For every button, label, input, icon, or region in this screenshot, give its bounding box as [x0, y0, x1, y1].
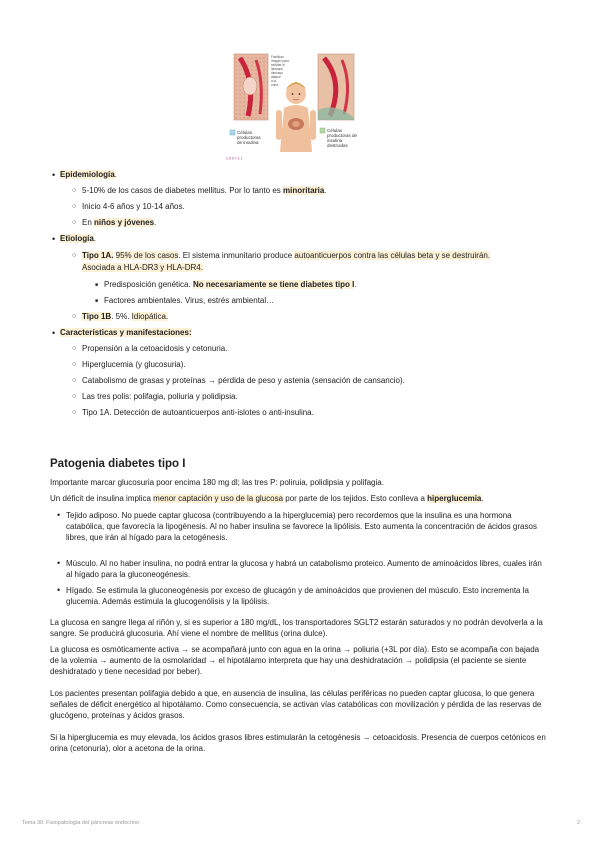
- text: Propensión a la cetoacidosis y cetonuria.: [82, 344, 228, 353]
- caracteristicas-title: Características y manifestaciones:: [60, 328, 192, 337]
- list-item: [104, 296, 560, 306]
- svg-text:productoras: productoras: [237, 135, 261, 140]
- list-item: [82, 202, 560, 212]
- highlight-text: autoanticuerpos contra las células beta y se destruirán.: [294, 251, 491, 260]
- paragraph: [50, 493, 550, 504]
- svg-text:de insulina: de insulina: [237, 140, 259, 145]
- svg-text:Falsificar: Falsificar: [271, 55, 284, 59]
- svg-text:lámpara: lámpara: [271, 67, 283, 71]
- svg-text:ataque: ataque: [271, 75, 281, 79]
- bullet-item: • Músculo. Al no haber insulina, no podrá entrar la glucosa y habrá un catabolismo proteico. Aumento de aminoácidos libres, cuales irán al hígado para la gluconeogénesis.: [66, 558, 550, 580]
- epidemiologia-title: Epidemiología: [60, 170, 115, 179]
- text: .: [354, 280, 357, 289]
- tipo-1a-item: [82, 250, 560, 274]
- text: .: [324, 186, 327, 195]
- text: .: [481, 494, 484, 503]
- text: 5-10% de los casos de diabetes mellitus. Por lo tanto es: [82, 186, 283, 195]
- bold-text: minoritaria: [283, 186, 325, 195]
- tipo-1a-label: Tipo 1A.: [82, 251, 114, 260]
- highlight-text: 95% de los casos: [115, 251, 179, 260]
- etiologia-title: Etiología: [60, 234, 94, 243]
- footer-title: Tema 30. Fisiopatología del páncreas endocrino: [22, 820, 140, 826]
- text: .: [154, 218, 157, 227]
- text: Predisposición genética.: [104, 280, 193, 289]
- bold-text: niños y jóvenes: [94, 218, 155, 227]
- text: Catabolismo de grasas y proteínas → pérdida de peso y astenia (sensación de cansancio).: [82, 376, 405, 385]
- text: Inicio 4-6 años y 10-14 años.: [82, 202, 185, 211]
- bullet-item: • Hígado. Se estimula la gluconeogénesis por exceso de glucagón y de aminoácidos que provienen del músculo. Esto incrementa la glucemia. Además estimula la glucogenólisis y la lipólisis.: [66, 585, 550, 607]
- list-item: [82, 218, 560, 228]
- list-item: [82, 344, 560, 354]
- highlight-text: menor captación y uso de la glucosa: [153, 494, 284, 503]
- svg-text:insulina: insulina: [327, 138, 343, 143]
- svg-text:Células: Células: [237, 130, 253, 135]
- paragraph: Importante marcar glucosuria poor encima 180 mg dl; las tres P: poliruia, polidipsia y polifagia.: [50, 478, 384, 487]
- text: Hiperglucemia (y glucosuria).: [82, 360, 186, 369]
- diabetes-figure: [226, 52, 360, 160]
- paragraph: Si la hiperglucemia es muy elevada, los ácidos grasos libres estimularán la cetogénesis → cetoacidosis. Presencia de cuerpos cetónicos en orina (cetonuria), olor a acetona de la orina.: [50, 733, 546, 753]
- caracteristicas-item: [60, 328, 560, 338]
- list-item: [82, 186, 560, 196]
- svg-text:destruidas: destruidas: [327, 143, 348, 148]
- epidemiologia-item: • Epidemiología.: [60, 170, 560, 180]
- page-number: 2: [576, 820, 580, 826]
- svg-text:señalar el: señalar el: [271, 63, 285, 67]
- main-outline: [60, 170, 560, 424]
- text: . 5%.: [111, 312, 132, 321]
- list-item: [82, 360, 560, 370]
- svg-text:Células: Células: [327, 128, 343, 133]
- list-item: [104, 280, 560, 290]
- pancreas-illustration: [226, 52, 360, 160]
- bold-text: hiperglucemia: [427, 494, 482, 503]
- bullet-item: • Tejido adiposo. No puede captar glucosa (contribuyendo a la hiperglucemia) pero recordemos que la insulina es una hormona catabólica, que favorecía la lipogénesis. Al no haber insulina se favorece la lipólisis. Esto aumenta la concentración de ácidos grasos libres, que irán al hígado para la cetogénesis.: [66, 510, 550, 543]
- text: Un déficit de insulina implica: [50, 494, 154, 503]
- svg-text:imagen para: imagen para: [271, 59, 289, 63]
- text: Las tres polis: polifagia, poliuria y polidipsia.: [82, 392, 238, 401]
- list-item: [82, 376, 560, 386]
- paragraph: La glucosa es osmóticamente activa → se acompañará junto con agua en la orina → poliuria (+3L por día). Esto se acompaña con bajada de la volemia → aumento de la osmolaridad → el hipotálamo interpreta que hay una deshidratación → polidipsia (el paciente se siente deshidratado y tiene necesidad por beber).: [50, 645, 540, 676]
- highlight-text: Idiopática.: [131, 312, 169, 321]
- text: Tipo 1A. Detección de autoanticuerpos anti-islotes o anti-insulina.: [82, 408, 314, 417]
- figure-caption-fragment: 1 0 0 7 1 1: [226, 156, 243, 160]
- svg-text:productoras de: productoras de: [327, 133, 358, 138]
- text: por parte de los tejidos. Esto conlleva a: [283, 494, 428, 503]
- svg-text:orina: orina: [271, 83, 279, 87]
- highlight-text: Asociada a HLA-DR3 y HLA-DR4.: [82, 263, 203, 272]
- svg-text:desvayo: desvayo: [271, 71, 283, 75]
- text: . El sistema inmunitario produce: [178, 251, 295, 260]
- tipo-1b-item: [82, 312, 560, 322]
- bold-text: No necesariamente se tiene diabetes tipo I: [192, 280, 355, 289]
- svg-text:a la: a la: [271, 79, 277, 83]
- list-item: [82, 408, 560, 418]
- etiologia-item: • Etiología.: [60, 234, 560, 244]
- tipo-1b-label: Tipo 1B: [82, 312, 112, 321]
- text: Factores ambientales. Virus, estrés ambiental…: [104, 296, 275, 305]
- list-item: [82, 392, 560, 402]
- text: En: [82, 218, 95, 227]
- paragraph: La glucosa en sangre llega al riñón y, si es superior a 180 mg/dL, los transportadores SGLT2 estarán saturados y no podrán devolverla a la sangre. Se producirá glucosuria. Ahí viene el nombre de mellitus (orina dulce).: [50, 618, 543, 638]
- paragraph: Los pacientes presentan polifagia debido a que, en ausencia de insulina, las células periféricas no pueden captar glucosa, lo que genera señales de déficit energético al hipotálamo. Como consecuencia, se activan vías catabólicas con movilización y pérdida de las reservas de glucógeno, proteínas y ácidos grasos.: [50, 689, 542, 720]
- section-heading: Patogenia diabetes tipo I: [50, 458, 186, 470]
